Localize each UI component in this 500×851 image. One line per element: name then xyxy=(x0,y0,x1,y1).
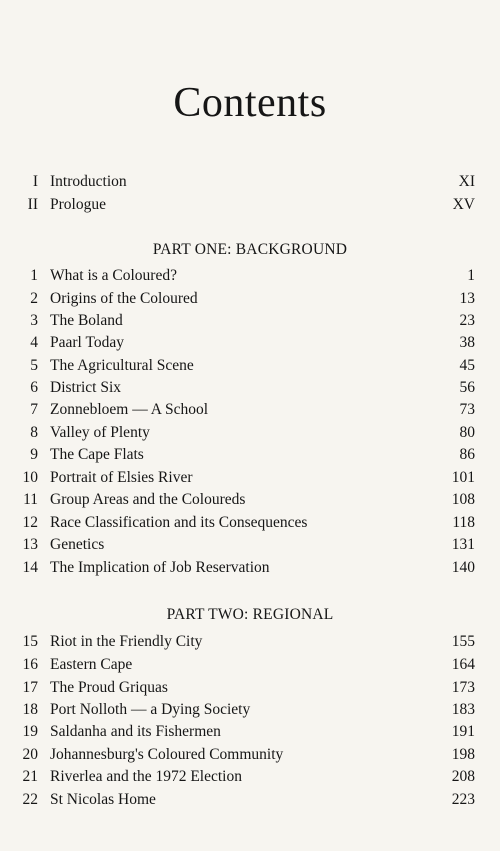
entry-page: 38 xyxy=(459,334,475,351)
toc-entry xyxy=(0,534,500,556)
toc-entry xyxy=(0,422,500,444)
entry-page: 80 xyxy=(459,424,475,441)
entry-page: 13 xyxy=(459,290,475,307)
entry-number: 20 xyxy=(22,746,38,763)
entry-title: Prologue xyxy=(50,196,106,213)
toc-entry xyxy=(0,654,500,676)
entry-page: 223 xyxy=(451,791,475,808)
toc-entry xyxy=(0,355,500,377)
page-title: Contents xyxy=(173,80,327,126)
toc-entry xyxy=(0,310,500,332)
toc-entry xyxy=(0,677,500,699)
entry-page: 118 xyxy=(452,514,475,531)
toc-entry xyxy=(0,399,500,421)
toc-entry xyxy=(0,332,500,354)
toc-entry xyxy=(0,631,500,653)
entry-number: 13 xyxy=(22,536,38,553)
entry-title: District Six xyxy=(50,379,122,396)
entry-number: 9 xyxy=(30,446,38,463)
entry-number: 12 xyxy=(22,514,38,531)
entry-page: 1 xyxy=(467,267,475,284)
entry-number: 11 xyxy=(23,491,38,508)
entry-title: Johannesburg's Coloured Community xyxy=(50,746,284,763)
entry-title: St Nicolas Home xyxy=(50,791,156,808)
entry-number: 18 xyxy=(22,701,38,718)
toc-entry xyxy=(0,557,500,579)
entry-title: Origins of the Coloured xyxy=(50,290,198,307)
entry-page: 164 xyxy=(451,656,475,673)
part-one-heading: PART ONE: BACKGROUND xyxy=(152,241,348,258)
entry-number: 21 xyxy=(22,768,38,785)
toc-entry xyxy=(0,265,500,287)
entry-title: The Boland xyxy=(50,312,123,329)
entry-page: 198 xyxy=(451,746,475,763)
entry-page: 131 xyxy=(451,536,475,553)
entry-title: Introduction xyxy=(50,173,127,190)
entry-title: Eastern Cape xyxy=(50,656,133,673)
entry-number: 22 xyxy=(22,791,38,808)
entry-page: XV xyxy=(452,196,475,213)
entry-number: 10 xyxy=(22,469,38,486)
entry-page: 56 xyxy=(459,379,475,396)
entry-page: 191 xyxy=(451,723,475,740)
entry-page: XI xyxy=(458,173,475,190)
entry-title: Port Nolloth — a Dying Society xyxy=(50,701,251,718)
entry-number: 2 xyxy=(30,290,38,307)
entry-title: The Agricultural Scene xyxy=(50,357,194,374)
toc-entry xyxy=(0,377,500,399)
entry-title: Portrait of Elsies River xyxy=(50,469,193,486)
entry-number: 16 xyxy=(22,656,38,673)
entry-page: 86 xyxy=(459,446,475,463)
entry-title: Paarl Today xyxy=(50,334,124,351)
entry-number: 14 xyxy=(22,559,38,576)
entry-page: 183 xyxy=(451,701,475,718)
toc-entry xyxy=(0,789,500,811)
entry-page: 45 xyxy=(459,357,475,374)
entry-page: 73 xyxy=(459,401,475,418)
entry-title: Riverlea and the 1972 Election xyxy=(50,768,242,785)
entry-title: The Proud Griquas xyxy=(50,679,168,696)
entry-title: Zonnebloem — A School xyxy=(50,401,209,418)
entry-number: 19 xyxy=(22,723,38,740)
toc-entry xyxy=(0,512,500,534)
entry-title: Saldanha and its Fishermen xyxy=(50,723,221,740)
toc-entry xyxy=(0,444,500,466)
entry-number: 5 xyxy=(30,357,38,374)
entry-page: 23 xyxy=(459,312,475,329)
entry-title: Riot in the Friendly City xyxy=(50,633,203,650)
entry-number: 7 xyxy=(30,401,38,418)
entry-page: 140 xyxy=(451,559,475,576)
toc-entry-introduction xyxy=(0,171,500,193)
entry-number: 8 xyxy=(30,424,38,441)
toc-entry xyxy=(0,699,500,721)
part-two-heading: PART TWO: REGIONAL xyxy=(166,606,334,623)
entry-title: The Cape Flats xyxy=(50,446,144,463)
entry-title: Valley of Plenty xyxy=(50,424,150,441)
toc-entry-prologue xyxy=(0,194,500,216)
entry-title: Genetics xyxy=(50,536,105,553)
entry-number: I xyxy=(32,173,38,190)
toc-entry xyxy=(0,489,500,511)
entry-number: 17 xyxy=(22,679,38,696)
entry-page: 173 xyxy=(451,679,475,696)
entry-page: 108 xyxy=(451,491,475,508)
entry-number: 15 xyxy=(22,633,38,650)
entry-number: 1 xyxy=(30,267,38,284)
entry-title: Group Areas and the Coloureds xyxy=(50,491,246,508)
toc-entry xyxy=(0,288,500,310)
entry-number: 6 xyxy=(30,379,38,396)
toc-entry xyxy=(0,744,500,766)
toc-entry xyxy=(0,766,500,788)
toc-entry xyxy=(0,721,500,743)
entry-number: II xyxy=(27,196,38,213)
entry-number: 3 xyxy=(30,312,38,329)
toc-entry xyxy=(0,467,500,489)
entry-page: 208 xyxy=(451,768,475,785)
entry-title: The Implication of Job Reservation xyxy=(50,559,270,576)
entry-number: 4 xyxy=(30,334,38,351)
entry-page: 155 xyxy=(451,633,475,650)
entry-page: 101 xyxy=(451,469,475,486)
entry-title: What is a Coloured? xyxy=(50,267,177,284)
entry-title: Race Classification and its Consequences xyxy=(50,514,308,531)
